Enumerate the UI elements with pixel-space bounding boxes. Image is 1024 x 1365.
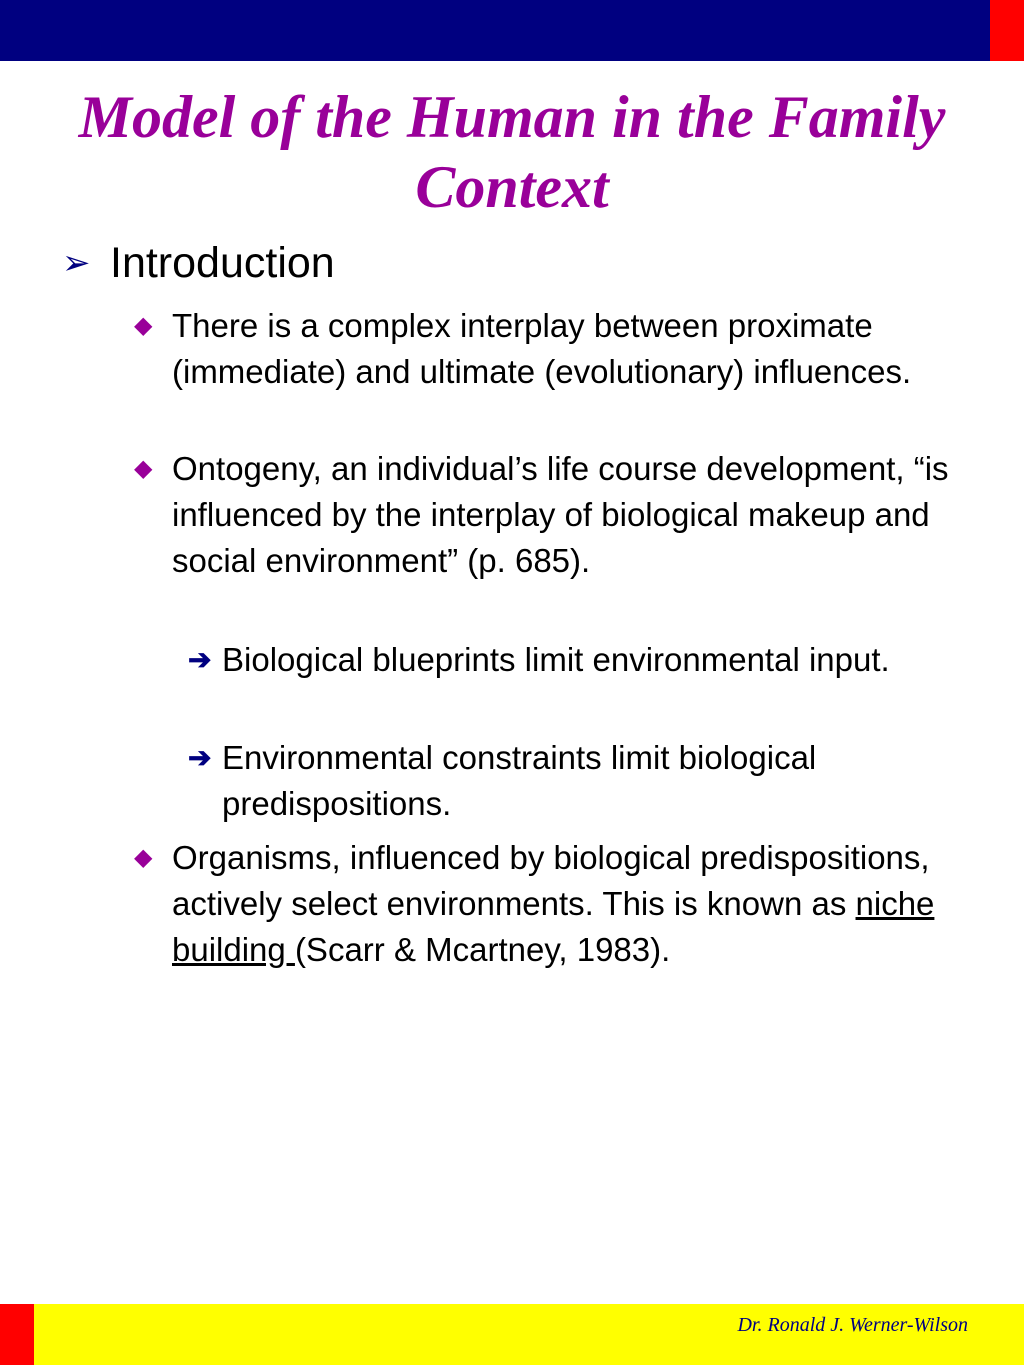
bottom-accent-block bbox=[0, 1304, 34, 1365]
sub-bullet-text: Environmental constraints limit biological predispositions. bbox=[222, 739, 817, 822]
bullet-text-after: (Scarr & Mcartney, 1983). bbox=[294, 931, 671, 968]
diamond-icon: ◆ bbox=[134, 312, 153, 339]
bullet-text: There is a complex interplay between proximate (immediate) and ultimate (evolutionary) influences. bbox=[172, 307, 912, 390]
top-accent-block bbox=[990, 0, 1024, 61]
bullet-text-before: Organisms, influenced by biological predispositions, actively select environments. This is known as bbox=[172, 839, 930, 922]
bullet-text bbox=[172, 835, 964, 973]
bullet-item bbox=[134, 303, 964, 395]
arrowhead-icon: ➢ bbox=[62, 244, 91, 282]
arrow-right-icon: ➔ bbox=[188, 742, 212, 773]
top-banner bbox=[0, 0, 990, 61]
level1-text: Introduction bbox=[110, 239, 335, 287]
slide-title: Model of the Human in the Family Context bbox=[78, 84, 946, 220]
diamond-icon: ◆ bbox=[134, 455, 153, 482]
sub-bullet-text: Biological blueprints limit environmental input. bbox=[222, 641, 890, 678]
author-footer: Dr. Ronald J. Werner-Wilson bbox=[737, 1314, 968, 1336]
bullet-text: Ontogeny, an individual’s life course development, “is influenced by the interplay of biological makeup and social environment” (p. 685). bbox=[172, 450, 949, 579]
sub-bullet-item bbox=[188, 735, 948, 827]
bullet-item bbox=[134, 835, 964, 973]
bullet-item bbox=[134, 446, 964, 584]
underlined-term: niche building bbox=[172, 885, 935, 968]
diamond-icon: ◆ bbox=[134, 844, 153, 871]
sub-bullet-item bbox=[188, 637, 948, 683]
arrow-right-icon: ➔ bbox=[188, 644, 212, 675]
